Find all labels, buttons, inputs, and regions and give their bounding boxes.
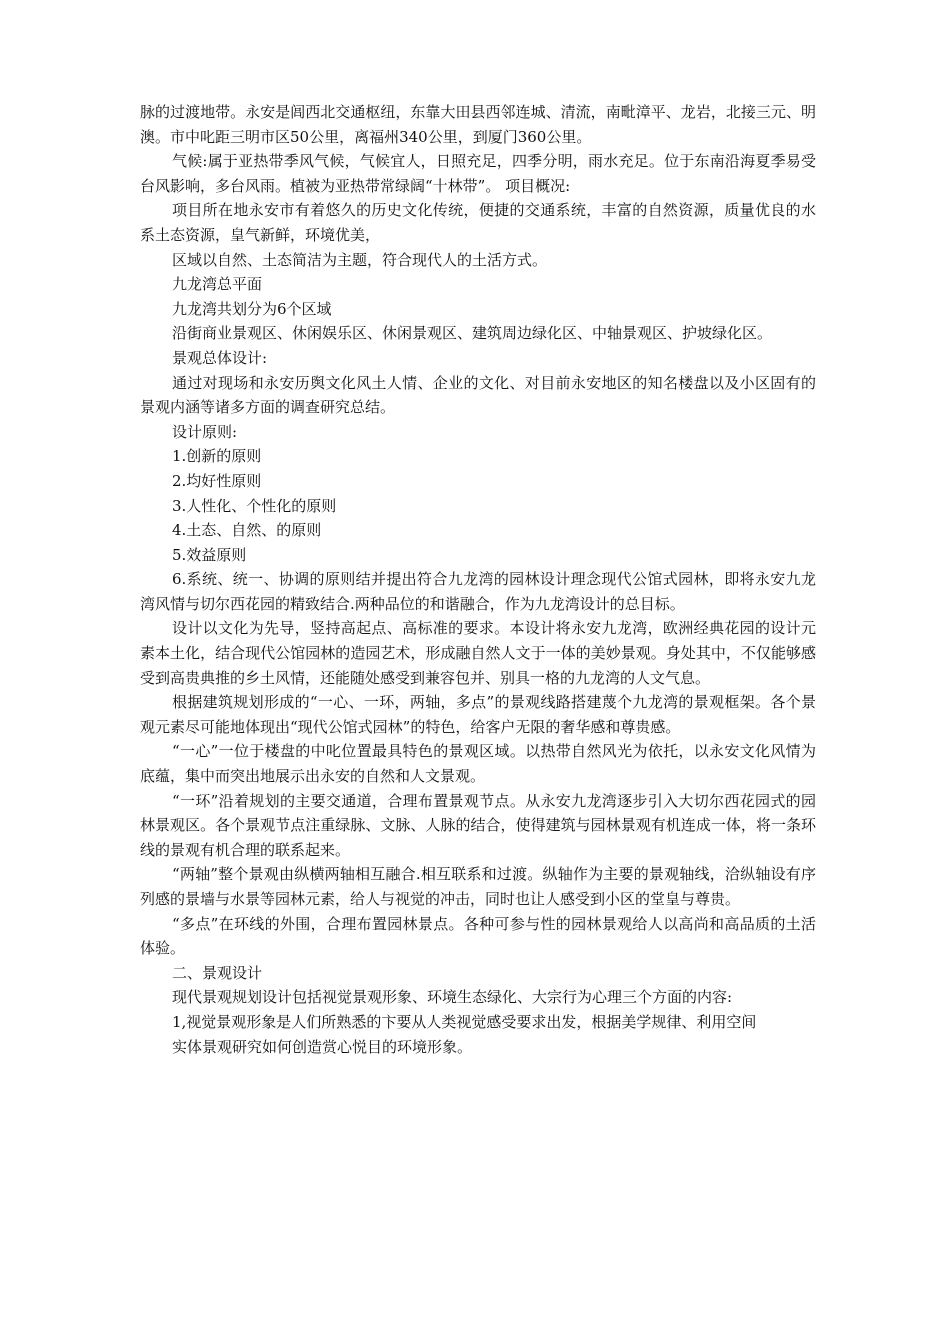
- paragraph-visual-image: 1,视觉景观形象是人们所熟悉的卞要从人类视觉感受要求出发，根据美学规律、利用空间: [172, 1012, 757, 1031]
- list-item-principle-5: 5.效益原则: [172, 545, 247, 564]
- heading-design-principles: 设计原则:: [172, 422, 238, 441]
- paragraph-research: 通过对现场和永安历舆文化风土人情、企业的文化、对目前永安地区的知名楼盘以及小区固有的景观内涵等诸多方面的调查研究总结。: [140, 373, 816, 417]
- paragraph-climate: 气候:属于亚热带季风气候，气候宜人，日照充足，四季分明，雨水充足。位于东南沿海夏季易受台风影响，多台风雨。植被为亚热带常绿阔“十林带”。 项目概况:: [140, 152, 816, 195]
- list-item-principle-6: 6.系统、统一、协调的原则结并提出符合九龙湾的园林设计理念现代公馆式园林，即将永安九龙湾风情与切尔西花园的精致结合.两种品位的和谐融合，作为九龙湾设计的总目标。: [140, 570, 816, 613]
- paragraph-zones-list: 沿街商业景观区、休闲娱乐区、休闲景观区、建筑周边绿化区、中轴景观区、护坡绿化区。: [172, 324, 773, 343]
- heading-overall-design: 景观总体设计:: [172, 348, 268, 367]
- list-item-principle-1: 1.创新的原则: [172, 447, 262, 466]
- heading-master-plan: 九龙湾总平面: [172, 275, 263, 294]
- paragraph-multi-points: “多点”在环线的外围，合理布置园林景点。各种可参与性的园林景观给人以高尚和高品质的土活体验。: [140, 914, 816, 958]
- paragraph-culture-first: 设计以文化为先导，竖持高起点、高标准的要求。本设计将永安九龙湾，欧洲经典花园的设计元素本土化，结合现代公馆园林的造园艺术，形成融自然人文于一体的美妙景观。身处其中，不仅能够感受到高贵典推的乡土风情，还能随处感受到兼容包并、别具一格的九龙湾的人文气息。: [140, 619, 816, 687]
- heading-landscape-design: 二、景观设计: [172, 963, 263, 982]
- list-item-principle-4: 4.土态、自然、的原则: [172, 521, 322, 540]
- list-item-principle-3: 3.人性化、个性化的原则: [172, 496, 337, 515]
- paragraph-one-heart: “一心”一位于楼盘的中叱位置最具特色的景观区域。以热带自然风光为依托，以永安文化风情为底蕴，集中而突出地展示出永安的自然和人文景观。: [140, 742, 816, 786]
- paragraph-modern-planning: 现代景观规划设计包括视觉景观形象、环境生态绿化、大宗行为心理三个方面的内容:: [172, 988, 733, 1007]
- paragraph-project-site: 项目所在地永安市有着悠久的历史文化传统，便捷的交通系统，丰富的自然资源，质量优良的水系土态资源，皇气新鲜，环境优美，: [140, 201, 816, 244]
- paragraph-location: 脉的过渡地带。永安是闾西北交通枢纽，东靠大田县西邻连城、清流，南毗漳平、龙岩，北接三元、明澳。市中叱距三明市区50公里，离福州340公里，到厦门360公里。: [140, 103, 816, 146]
- paragraph-environment-image: 实体景观研究如何创造赏心悦目的环境形象。: [172, 1037, 473, 1056]
- paragraph-zones-count: 九龙湾共划分为6个区域: [172, 299, 332, 318]
- paragraph-region-theme: 区域以自然、土态简洁为主题，符合现代人的土活方式。: [172, 250, 548, 269]
- document-page: [140, 100, 816, 1059]
- paragraph-framework: 根据建筑规划形成的“一心、一环，两轴，多点”的景观线路搭建蔑个九龙湾的景观框架。各个景观元素尽可能地体现出“现代公馆式园林”的特色，给客户无限的奢华感和尊贵感。: [140, 693, 816, 736]
- paragraph-one-ring: “一环”沿着规划的主要交通道，合理布置景观节点。从永安九龙湾逐步引入大切尔西花园式的园林景观区。各个景观节点注重绿脉、文脉、人脉的结合，使得建筑与园林景观有机连成一体，将一条环线的景观有机合理的联系起来。: [140, 791, 816, 859]
- paragraph-two-axes: “两轴”整个景观由纵横两轴相互融合.相互联系和过渡。纵轴作为主要的景观轴线，洽纵轴设有序列感的景墙与水景等园林元素，给人与视觉的冲击，同时也让人感受到小区的堂皇与尊贵。: [140, 865, 816, 908]
- list-item-principle-2: 2.均好性原则: [172, 471, 262, 490]
